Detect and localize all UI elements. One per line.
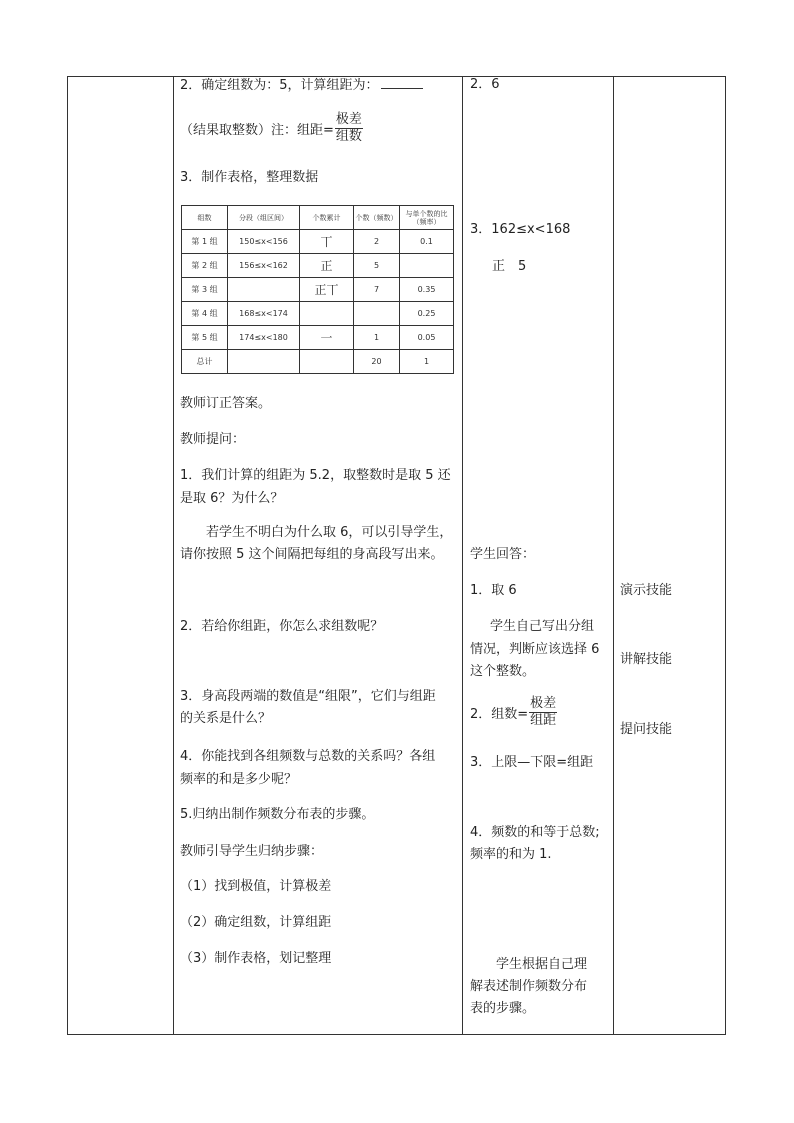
table-row — [182, 350, 454, 374]
table-cell: 丅 — [300, 230, 354, 254]
response-1-detail-line3: 这个整数。 — [470, 664, 536, 679]
question-1-line1: 1．我们计算的组距为 5.2，取整数时是取 5 还 — [180, 468, 451, 483]
group-width-formula: $\frac{\text{极差}}{\text{组数}}$ — [335, 112, 362, 144]
table-cell: 5 — [354, 254, 400, 278]
table-cell: 1 — [354, 326, 400, 350]
table-header-cell: 个数（频数） — [354, 206, 400, 230]
column-divider-4 — [613, 76, 614, 1034]
question-4-line1: 4．你能找到各组频数与总数的关系吗？各组 — [180, 749, 436, 764]
guide-line1: 若学生不明白为什么取 6，可以引导学生， — [206, 525, 453, 540]
response-1-detail-line2: 情况，判断应该选择 6 — [470, 642, 600, 657]
table-cell: 1 — [400, 350, 454, 374]
table-cell: 第 3 组 — [182, 278, 228, 302]
skill-questioning: 提问技能 — [620, 722, 673, 737]
table-cell: 第 4 组 — [182, 302, 228, 326]
summary-line2: 解表述制作频数分布 — [470, 979, 588, 994]
table-header-cell: 分段（组区间） — [228, 206, 300, 230]
table-cell: 正 — [300, 254, 354, 278]
table-cell — [400, 254, 454, 278]
table-row — [182, 278, 454, 302]
table-cell: 174≤x<180 — [228, 326, 300, 350]
answer-blank — [381, 76, 423, 89]
question-1-line2: 是取 6？为什么？ — [180, 491, 284, 506]
table-row — [182, 230, 454, 254]
table-cell — [228, 278, 300, 302]
column-divider-1 — [67, 76, 68, 1034]
question-5: 5.归纳出制作频数分布表的步骤。 — [180, 807, 375, 822]
response-1: 1．取 6 — [470, 583, 517, 598]
answer-3-line1: 3．162≤x<168 — [470, 222, 571, 237]
column-divider-2 — [173, 76, 174, 1034]
response-4-line1: 4．频数的和等于总数; — [470, 825, 600, 840]
table-cell — [228, 350, 300, 374]
table-cell: 20 — [354, 350, 400, 374]
guide-line2: 请你按照 5 这个间隔把每组的身高段写出来。 — [180, 547, 444, 562]
table-cell — [354, 302, 400, 326]
group-count-formula: $\frac{\text{极差}}{\text{组距}}$ — [530, 696, 557, 728]
table-header-cell: 与单个数的比（频率） — [400, 206, 454, 230]
step-1: （1）找到极值，计算极差 — [180, 879, 332, 894]
table-cell — [300, 302, 354, 326]
table-cell: 0.25 — [400, 302, 454, 326]
answer-2: 2．6 — [470, 77, 500, 92]
step2-line: 2．确定组数为：5，计算组距为： — [180, 76, 423, 95]
skill-explanation: 讲解技能 — [620, 652, 673, 667]
table-bottom-border — [67, 1034, 726, 1035]
table-cell: 7 — [354, 278, 400, 302]
skill-demonstration: 演示技能 — [620, 583, 673, 598]
table-cell: 总计 — [182, 350, 228, 374]
table-header-cell: 个数累计 — [300, 206, 354, 230]
response-3: 3．上限—下限=组距 — [470, 755, 594, 770]
student-answer-label: 学生回答： — [470, 547, 536, 562]
table-cell: 正丅 — [300, 278, 354, 302]
summary-line3: 表的步骤。 — [470, 1001, 536, 1016]
column-divider-5 — [725, 76, 726, 1034]
teacher-ask: 教师提问： — [180, 432, 246, 447]
table-header-cell: 组数 — [182, 206, 228, 230]
summary-line1: 学生根据自己理 — [496, 957, 588, 972]
step2-note: （结果取整数）注：组距= $\frac{\text{极差}}{\text{组数}}$ — [180, 112, 362, 144]
table-row — [182, 326, 454, 350]
question-3-line1: 3．身高段两端的数值是“组限”，它们与组距 — [180, 689, 436, 704]
table-cell: 156≤x<162 — [228, 254, 300, 278]
table-row — [182, 302, 454, 326]
table-row — [182, 254, 454, 278]
step-2: （2）确定组数，计算组距 — [180, 915, 332, 930]
response-1-detail-line1: 学生自己写出分组 — [490, 619, 595, 634]
table-cell: 第 2 组 — [182, 254, 228, 278]
table-cell — [300, 350, 354, 374]
table-cell: 第 5 组 — [182, 326, 228, 350]
question-3-line2: 的关系是什么？ — [180, 711, 272, 726]
table-cell: 0.35 — [400, 278, 454, 302]
question-2: 2．若给你组距，你怎么求组数呢？ — [180, 619, 384, 634]
answer-3-line2: 正 5 — [492, 259, 527, 274]
step-3: （3）制作表格，划记整理 — [180, 951, 332, 966]
table-header-row — [182, 206, 454, 230]
column-divider-3 — [462, 76, 463, 1034]
table-cell: 0.05 — [400, 326, 454, 350]
response-4-line2: 频率的和为 1. — [470, 847, 552, 862]
table-cell: 150≤x<156 — [228, 230, 300, 254]
table-cell: 0.1 — [400, 230, 454, 254]
teacher-correct: 教师订正答案。 — [180, 396, 272, 411]
table-cell: 一 — [300, 326, 354, 350]
guide-steps: 教师引导学生归纳步骤： — [180, 844, 324, 859]
table-cell: 2 — [354, 230, 400, 254]
table-cell: 168≤x<174 — [228, 302, 300, 326]
response-2: 2．组数= $\frac{\text{极差}}{\text{组距}}$ — [470, 696, 557, 728]
question-4-line2: 频率的和是多少呢？ — [180, 772, 298, 787]
step3-title: 3．制作表格，整理数据 — [180, 170, 319, 185]
table-cell: 第 1 组 — [182, 230, 228, 254]
frequency-table — [181, 205, 454, 374]
